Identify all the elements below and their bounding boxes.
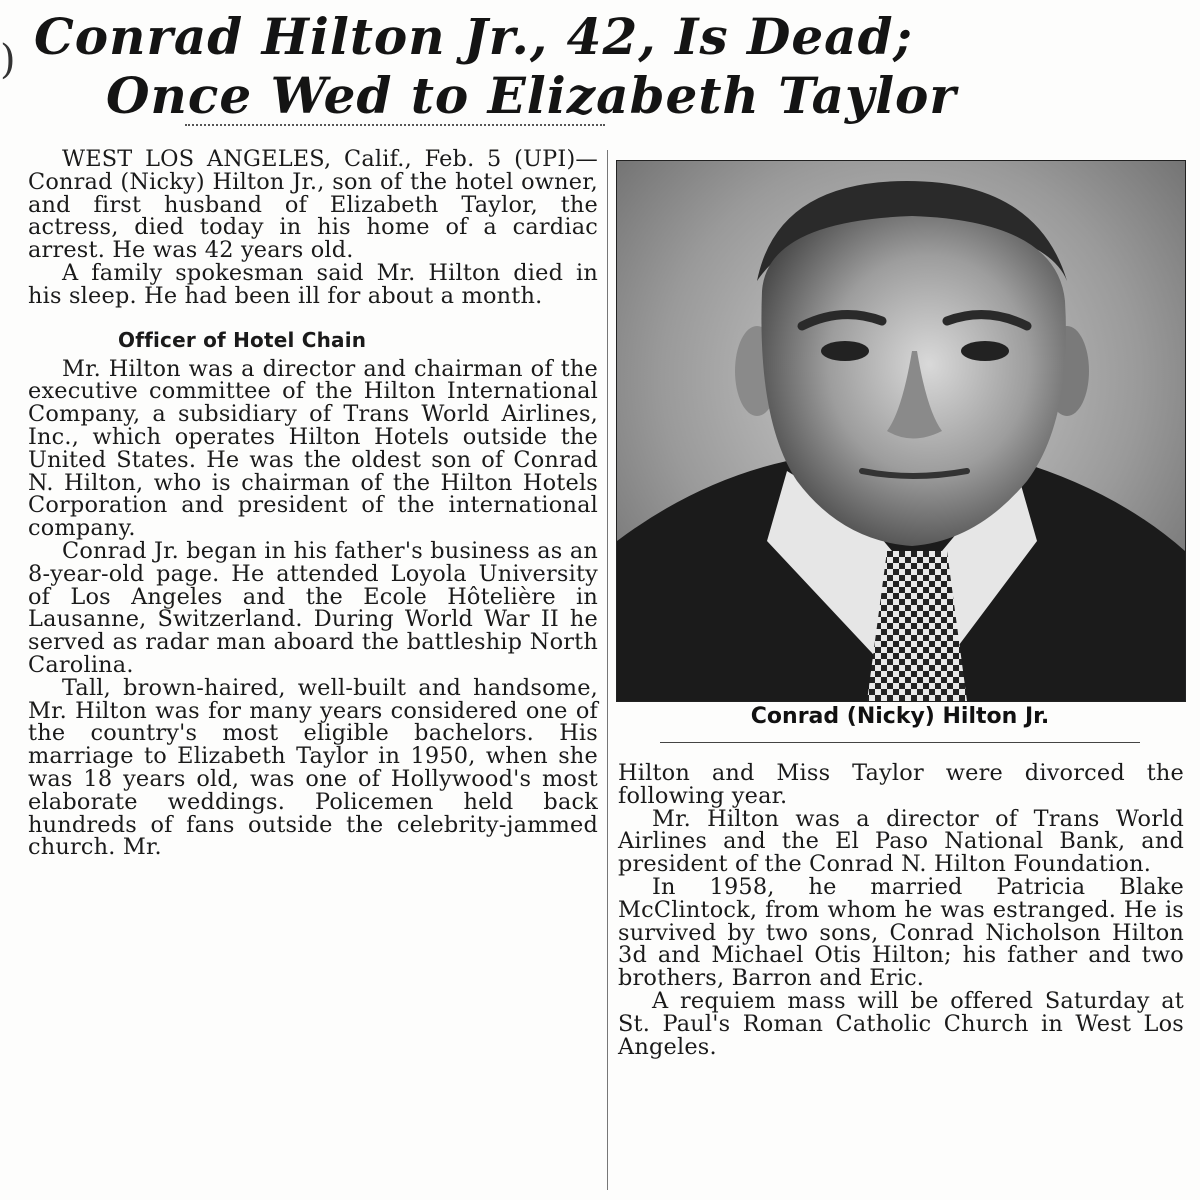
portrait-photo: [616, 160, 1186, 702]
article-subhead: Officer of Hotel Chain: [118, 327, 367, 352]
headline: [20, 8, 1190, 126]
article-left-column: [28, 148, 598, 859]
article-paragraph: Mr. Hilton was a director and chairman of the executive committee of the Hilton International Company, a subsidiary of Trans World Airlines, Inc., which operates Hilton Hotels outside the United States. He was the oldest son of Conrad N. Hilton, who is chairman of the Hilton Hotels Corporation and president of the international company.: [28, 355, 598, 542]
article-paragraph: A family spokesman said Mr. Hilton died in his sleep. He had been ill for about a month.: [28, 259, 598, 309]
headline-divider: [185, 124, 605, 130]
article-paragraph: In 1958, he married Patricia Blake McClintock, from whom he was estranged. He is survived by two sons, Conrad Nicholson Hilton 3d and Michael Otis Hilton; his father and two brothers, Barron and Eric.: [618, 873, 1184, 992]
article-paragraph: WEST LOS ANGELES, Calif., Feb. 5 (UPI)—Conrad (Nicky) Hilton Jr., son of the hotel owner, and first husband of Elizabeth Taylor, the actress, died today in his home of a cardiac arrest. He was 42 years old.: [28, 146, 598, 264]
portrait-image: [617, 161, 1185, 701]
article-paragraph: A requiem mass will be offered Saturday at St. Paul's Roman Catholic Church in West Los Angeles.: [618, 987, 1184, 1060]
article-right-column: [618, 762, 1184, 1058]
article-paragraph: Hilton and Miss Taylor were divorced the following year.: [618, 760, 1184, 809]
article-paragraph: Mr. Hilton was a director of Trans World Airlines and the El Paso National Bank, and president of the Conrad N. Hilton Foundation.: [618, 805, 1184, 878]
headline-line-2: Once Wed to Elizabeth Taylor: [106, 66, 957, 125]
column-divider: [607, 150, 608, 1190]
torn-edge-mark: ): [0, 37, 16, 83]
photo-caption: Conrad (Nicky) Hilton Jr.: [750, 704, 1050, 729]
headline-line-1: Conrad Hilton Jr., 42, Is Dead;: [34, 7, 913, 66]
article-paragraph: Tall, brown-haired, well-built and handsome, Mr. Hilton was for many years considered one of the country's most eligible bachelors. His marriage to Elizabeth Taylor in 1950, when she was 18 years old, was one of Hollywood's most elaborate weddings. Policemen held back hundreds of fans outside the celebrity-jammed church. Mr.: [28, 674, 598, 861]
article-paragraph: Conrad Jr. began in his father's business as an 8-year-old page. He attended Loyola University of Los Angeles and the Ecole Hôtelière in Lausanne, Switzerland. During World War II he served as radar man aboard the battleship North Carolina.: [28, 537, 598, 678]
caption-divider: [660, 742, 1140, 743]
